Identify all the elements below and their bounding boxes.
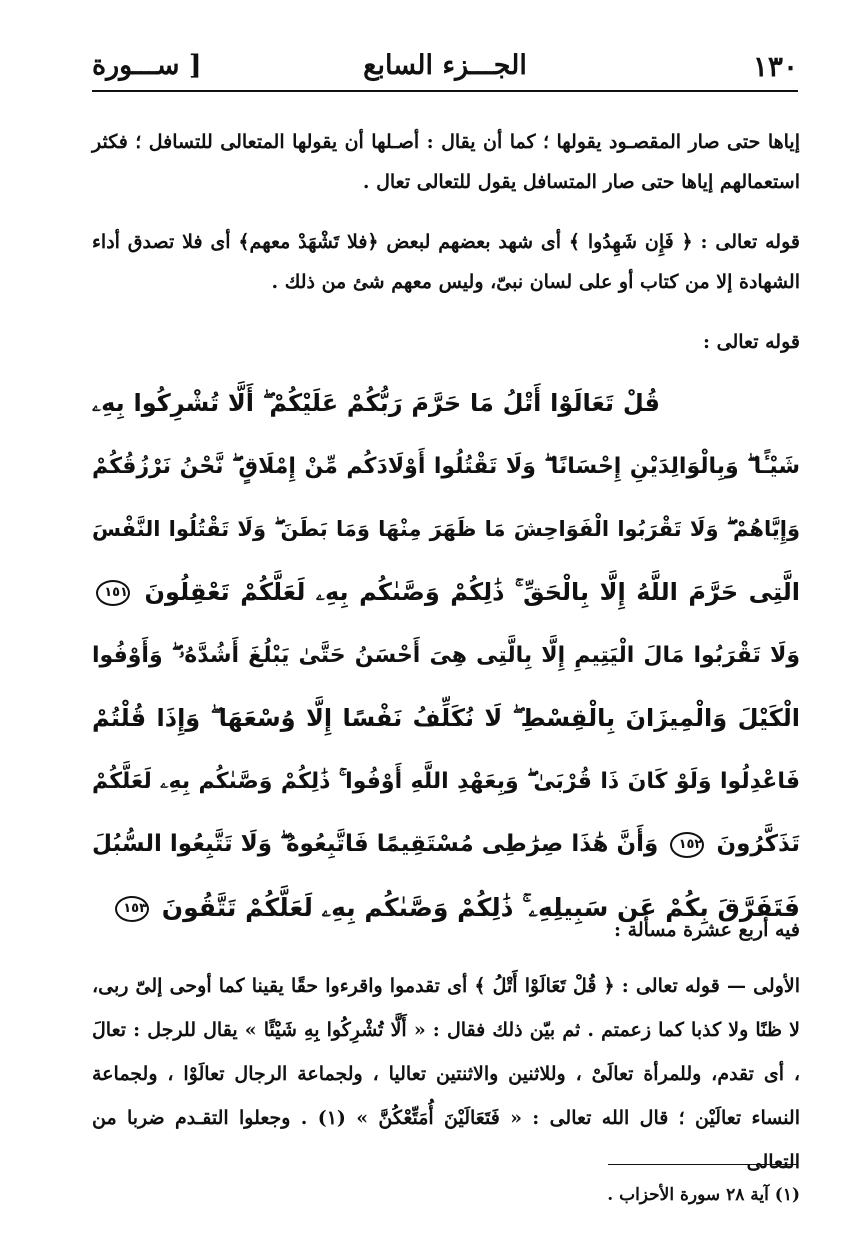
ayah-number-marker: ١٥٢	[670, 832, 704, 858]
page-number: ١٣٠	[752, 50, 798, 83]
header-divider	[92, 90, 798, 92]
paragraph-continuation: إياها حتى صار المقصـود يقولها ؛ كما أن يقال : أصـلها أن يقولها المتعالى للتسافل ؛ فكثر استعمالهم إياها حتى صار المتسافل يقول للتعالى تعال .	[92, 131, 800, 193]
verse-line	[92, 561, 800, 624]
page-header	[92, 46, 798, 90]
quran-verse-block	[92, 372, 800, 939]
ayah-number-marker: ١٥٣	[115, 896, 149, 922]
part-title: الجـــزء السابع	[363, 50, 527, 81]
footnote: (١) آية ٢٨ سورة الأحزاب .	[607, 1185, 800, 1205]
verse-line: وَلَا تَقْرَبُوا مَالَ الْيَتِيمِ إِلَّا بِالَّتِى هِىَ أَحْسَنُ حَتَّىٰ يَبْلُغَ أَشُدَّهُۥ ۖ وَأَوْفُوا	[92, 643, 800, 668]
verse-line: قُلْ تَعَالَوْا أَتْلُ مَا حَرَّمَ رَبُّكُمْ عَلَيْكُمْ ۖ أَلَّا تُشْرِكُوا بِهِۦ	[92, 389, 660, 417]
paragraph-witness: قوله تعالى : ﴿ فَإِن شَهِدُوا ﴾ أى شهد بعضهم لبعض ﴿فلا تَشْهَدْ معهم﴾ أى فلا تصدق أداء الشهادة إلا من كتاب أو على لسان نبىّ، وليس معهم شئ من ذلك .	[92, 231, 800, 293]
verse-intro: قوله تعالى :	[703, 331, 800, 353]
ayah-number-marker: ١٥١	[96, 580, 130, 606]
surah-label: [ ســـورة	[92, 50, 202, 81]
verse-text: الَّتِى حَرَّمَ اللَّهُ إِلَّا بِالْحَقِّ ۚ ذَٰلِكُمْ وَصَّىٰكُم بِهِۦ لَعَلَّكُمْ تَعْقِلُونَ	[144, 578, 800, 606]
footnote-divider	[608, 1164, 798, 1165]
verse-line: الْكَيْلَ وَالْمِيزَانَ بِالْقِسْطِ ۖ لَا نُكَلِّفُ نَفْسًا إِلَّا وُسْعَهَا ۖ وَإِذَا قُلْتُمْ	[92, 704, 800, 732]
verse-line: شَيْـًٔا ۖ وَبِالْوَالِدَيْنِ إِحْسَانًا ۖ وَلَا تَقْتُلُوا أَوْلَادَكُم مِّنْ إِمْلَاقٍ ۖ نَّحْنُ نَرْزُقُكُمْ	[92, 454, 800, 479]
verse-line	[92, 813, 800, 876]
verse-text: فَتَفَرَّقَ بِكُمْ عَن سَبِيلِهِۦ ۚ ذَٰلِكُمْ وَصَّىٰكُم بِهِۦ لَعَلَّكُمْ تَتَّقُونَ	[161, 893, 800, 922]
paragraph-first-issue: الأولى — قوله تعالى : ﴿ قُلْ تَعَالَوْا أَتْلُ ﴾ أى تقدموا واقرءوا حقًا يقينا كما أوحى إلىّ ربى، لا ظنًا ولا كذبا كما زعمتم . ثم بيّن ذلك فقال : « أَلَّا تُشْرِكُوا بِهِ شَيْئًا » يقال للرجل : تعالَ ، أى تقدم، وللمرأة تعالَىْ ، وللاثنين والاثنتين تعاليا ، ولجماعة الرجال تعالَوْا ، ولجماعة النساء تعالَيْن ؛ قال الله تعالى : « فَتَعَالَيْنَ أُمَتِّعْكُنَّ » (١) . وجعلوا التقـدم ضربا من التعالى	[92, 975, 800, 1173]
verse-line: فَاعْدِلُوا وَلَوْ كَانَ ذَا قُرْبَىٰ ۖ وَبِعَهْدِ اللَّهِ أَوْفُوا ۚ ذَٰلِكُمْ وَصَّىٰكُم بِهِۦ لَعَلَّكُمْ	[92, 769, 800, 794]
verse-text: تَذَكَّرُونَ	[716, 831, 800, 857]
verse-text: وَأَنَّ هَٰذَا صِرَٰطِى مُسْتَقِيمًا فَاتَّبِعُوهُ ۖ وَلَا تَتَّبِعُوا السُّبُلَ	[92, 831, 659, 857]
verse-line: وَإِيَّاهُمْ ۖ وَلَا تَقْرَبُوا الْفَوَاحِشَ مَا ظَهَرَ مِنْهَا وَمَا بَطَنَ ۖ وَلَا تَقْتُلُوا النَّفْسَ	[92, 517, 800, 541]
issues-heading: فيه أربع عشرة مسألة :	[614, 919, 800, 941]
